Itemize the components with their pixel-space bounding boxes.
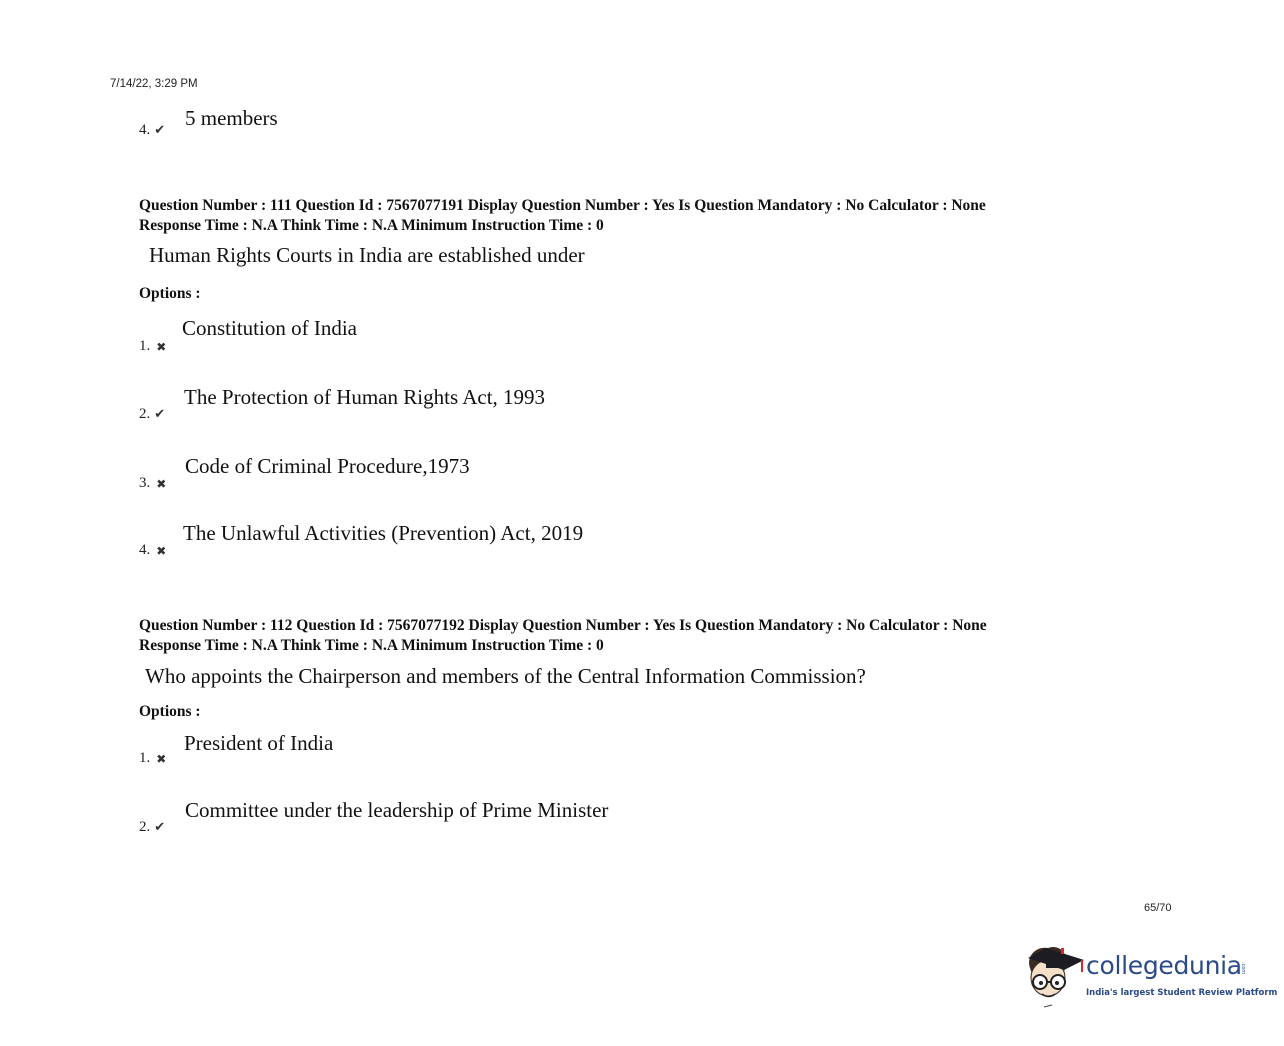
incorrect-cross-icon: ✖	[156, 476, 167, 491]
option-number: 4. ✔	[139, 122, 166, 138]
question-meta-line: Response Time : N.A Think Time : N.A Minimum Instruction Time : 0	[139, 217, 604, 234]
page-number: 65/70	[1144, 902, 1172, 914]
question-text: Who appoints the Chairperson and members of the Central Information Commission?	[145, 664, 866, 688]
correct-check-icon: ✔	[154, 407, 166, 422]
option-number: 4. ✖	[139, 542, 167, 558]
question-text: Human Rights Courts in India are established under	[149, 243, 585, 267]
logo-wordmark: collegedunia	[1086, 951, 1242, 980]
question-meta-line: Question Number : 111 Question Id : 7567077191 Display Question Number : Yes Is Question Mandatory : No Calculator : None	[139, 197, 986, 214]
logo-tagline: India's largest Student Review Platform	[1086, 988, 1278, 998]
incorrect-cross-icon: ✖	[156, 339, 167, 354]
option-text: Code of Criminal Procedure,1973	[185, 454, 470, 478]
option-text: The Unlawful Activities (Prevention) Act, 2019	[183, 521, 584, 545]
option-number: 1. ✖	[139, 750, 167, 766]
option-text: President of India	[184, 731, 334, 755]
option-number: 2. ✔	[139, 819, 166, 835]
correct-check-icon: ✔	[154, 123, 166, 138]
option-number: 3. ✖	[139, 475, 167, 491]
option-text: The Protection of Human Rights Act, 1993	[184, 385, 546, 409]
incorrect-cross-icon: ✖	[156, 751, 167, 766]
incorrect-cross-icon: ✖	[156, 543, 167, 558]
question-meta-line: Response Time : N.A Think Time : N.A Minimum Instruction Time : 0	[139, 637, 604, 654]
print-timestamp: 7/14/22, 3:29 PM	[110, 78, 198, 90]
correct-check-icon: ✔	[154, 820, 166, 835]
student-mascot-icon	[1024, 938, 1086, 1010]
options-label: Options :	[139, 285, 201, 302]
logo-suffix: .com	[1240, 962, 1246, 975]
question-meta-line: Question Number : 112 Question Id : 7567077192 Display Question Number : Yes Is Question Mandatory : No Calculator : None	[139, 617, 987, 634]
option-number: 2. ✔	[139, 406, 166, 422]
options-label: Options :	[139, 703, 201, 720]
option-text: 5 members	[185, 106, 278, 130]
option-number: 1. ✖	[139, 338, 167, 354]
option-text: Committee under the leadership of Prime Minister	[185, 798, 609, 822]
option-text: Constitution of India	[182, 316, 357, 340]
